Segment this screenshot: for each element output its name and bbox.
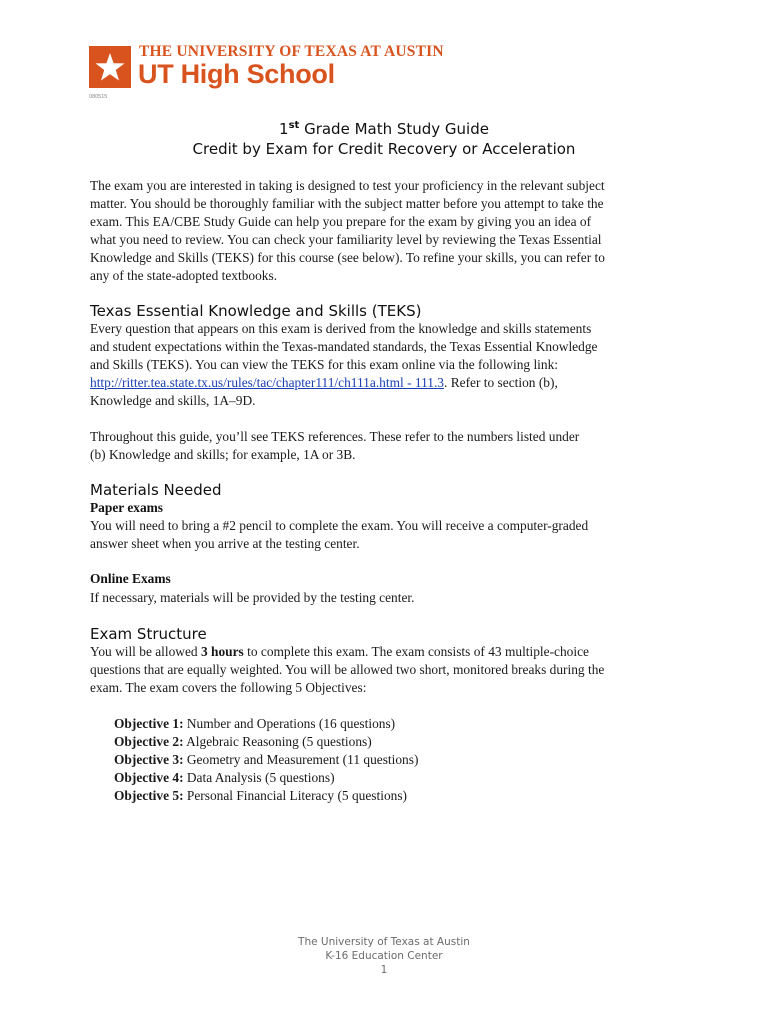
text-line: (b) Knowledge and skills; for example, 1A or 3B. bbox=[90, 447, 356, 462]
exam-structure-heading: Exam Structure bbox=[90, 625, 207, 643]
text-line: The exam you are interested in taking is designed to test your proficiency in the relevant subject bbox=[90, 178, 605, 193]
objective-text: Geometry and Measurement (11 questions) bbox=[183, 752, 419, 767]
exam-structure-paragraph bbox=[90, 643, 690, 697]
page-footer bbox=[0, 935, 768, 977]
teks-link[interactable]: http://ritter.tea.state.tx.us/rules/tac/chapter111/ch111a.html - 111.3 bbox=[90, 375, 445, 390]
page-title bbox=[0, 120, 768, 138]
footer-line: K-16 Education Center bbox=[325, 950, 443, 962]
grade-superscript: st bbox=[288, 120, 300, 131]
objective-item bbox=[114, 751, 418, 769]
page-number: 1 bbox=[380, 964, 388, 976]
text-run: to complete this exam. The exam consists of 43 multiple-choice bbox=[243, 644, 589, 659]
objective-text: Personal Financial Literacy (5 questions) bbox=[183, 788, 408, 803]
objective-label: Objective 4: bbox=[114, 770, 184, 785]
paper-exams-paragraph bbox=[90, 517, 690, 553]
teks-paragraph bbox=[90, 320, 690, 410]
text-line: questions that are equally weighted. You will be allowed two short, monitored breaks during the bbox=[90, 662, 605, 677]
objective-text: Number and Operations (16 questions) bbox=[183, 716, 396, 731]
objective-label: Objective 5: bbox=[114, 788, 184, 803]
duration-bold: 3 hours bbox=[200, 644, 244, 659]
intro-paragraph bbox=[90, 177, 690, 285]
text-line: answer sheet when you arrive at the testing center. bbox=[90, 536, 360, 551]
online-exams-paragraph: If necessary, materials will be provided by the testing center. bbox=[90, 590, 415, 605]
text-line: exam. The exam covers the following 5 Objectives: bbox=[90, 680, 367, 695]
ut-logo bbox=[89, 43, 444, 93]
footer-line: The University of Texas at Austin bbox=[298, 936, 470, 948]
link-trailing-text: . Refer to section (b), bbox=[444, 375, 558, 390]
text-line: and Skills (TEKS). You can view the TEKS for this exam online via the following link: bbox=[90, 357, 559, 372]
text-line: Throughout this guide, you’ll see TEKS references. These refer to the numbers listed under bbox=[90, 429, 580, 444]
page-subtitle: Credit by Exam for Credit Recovery or Acceleration bbox=[192, 140, 576, 158]
objective-item bbox=[114, 787, 407, 805]
paper-exams-label: Paper exams bbox=[90, 500, 164, 515]
objective-item bbox=[114, 733, 372, 751]
text-line: Every question that appears on this exam is derived from the knowledge and skills statements bbox=[90, 321, 592, 336]
text-line bbox=[90, 643, 690, 661]
online-exams-label: Online Exams bbox=[90, 571, 171, 586]
objective-text: Data Analysis (5 questions) bbox=[183, 770, 335, 785]
objective-item bbox=[114, 769, 335, 787]
text-line: You will need to bring a #2 pencil to complete the exam. You will receive a computer-graded bbox=[90, 518, 589, 533]
text-run: You will be allowed bbox=[90, 644, 201, 659]
objective-text: Algebraic Reasoning (5 questions) bbox=[183, 734, 372, 749]
teks-references-paragraph bbox=[90, 428, 690, 464]
objective-label: Objective 3: bbox=[114, 752, 184, 767]
text-line: Knowledge and Skills (TEKS) for this course (see below). To refine your skills, you can refer to bbox=[90, 250, 605, 265]
university-name: THE UNIVERSITY OF TEXAS AT AUSTIN bbox=[139, 43, 444, 60]
text-line: and student expectations within the Texas-mandated standards, the Texas Essential Knowledge bbox=[90, 339, 598, 354]
teks-heading: Texas Essential Knowledge and Skills (TEKS) bbox=[90, 302, 422, 320]
title-rest: Grade Math Study Guide bbox=[299, 120, 489, 138]
grade-number: 1 bbox=[279, 120, 289, 138]
text-line: exam. This EA/CBE Study Guide can help you prepare for the exam by giving you an idea of bbox=[90, 214, 592, 229]
text-line: what you need to review. You can check your familiarity level by reviewing the Texas Essential bbox=[90, 232, 602, 247]
objective-label: Objective 1: bbox=[114, 716, 184, 731]
text-line: matter. You should be thoroughly familiar with the subject matter before you attempt to take the bbox=[90, 196, 604, 211]
text-line: Knowledge and skills, 1A–9D. bbox=[90, 393, 256, 408]
text-line bbox=[90, 374, 690, 392]
star-icon bbox=[89, 46, 131, 88]
materials-heading: Materials Needed bbox=[90, 481, 222, 499]
objective-item bbox=[114, 715, 395, 733]
school-name: UT High School bbox=[138, 59, 335, 89]
document-code: 080515 bbox=[89, 94, 108, 100]
objective-label: Objective 2: bbox=[114, 734, 184, 749]
text-line: any of the state-adopted textbooks. bbox=[90, 268, 278, 283]
